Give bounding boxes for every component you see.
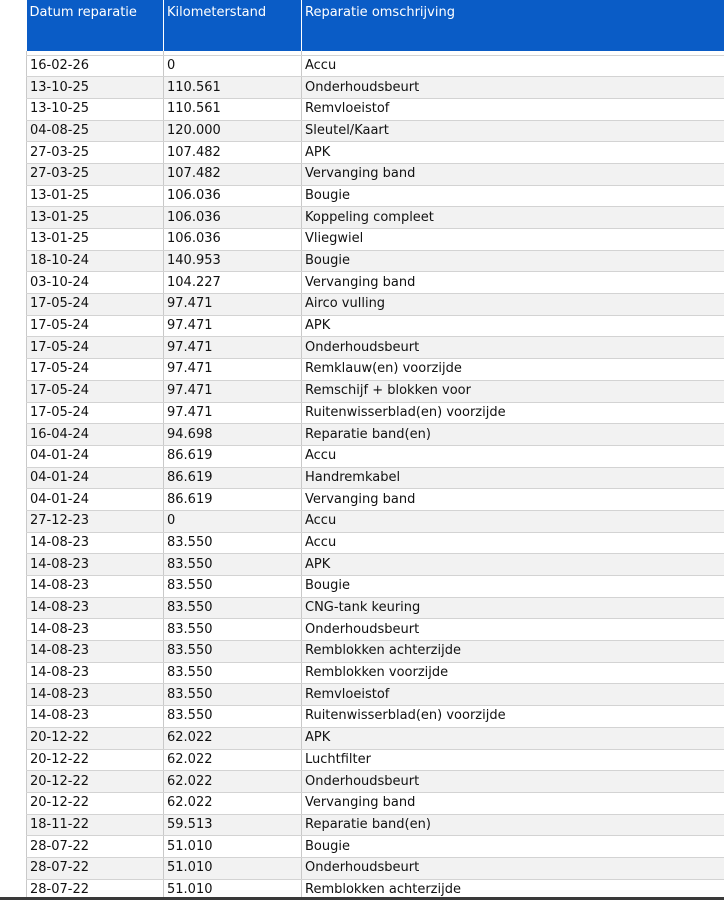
cell-mileage: 59.513 bbox=[164, 814, 302, 836]
table-row[interactable] bbox=[27, 619, 724, 641]
cell-mileage: 104.227 bbox=[164, 272, 302, 294]
cell-date: 17-05-24 bbox=[27, 402, 164, 424]
cell-description: Remblokken achterzijde bbox=[302, 641, 724, 663]
cell-mileage: 0 bbox=[164, 55, 302, 77]
cell-description: APK bbox=[302, 727, 724, 749]
cell-date: 20-12-22 bbox=[27, 792, 164, 814]
column-header-date[interactable]: Datum reparatie bbox=[27, 0, 164, 51]
table-row[interactable] bbox=[27, 250, 724, 272]
cell-mileage: 62.022 bbox=[164, 771, 302, 793]
cell-mileage: 86.619 bbox=[164, 445, 302, 467]
cell-description: Sleutel/Kaart bbox=[302, 120, 724, 142]
cell-description: Bougie bbox=[302, 576, 724, 598]
table-row[interactable] bbox=[27, 142, 724, 164]
cell-mileage: 106.036 bbox=[164, 185, 302, 207]
table-row[interactable] bbox=[27, 272, 724, 294]
table-body bbox=[27, 51, 724, 900]
cell-date: 13-01-25 bbox=[27, 185, 164, 207]
table-row[interactable] bbox=[27, 359, 724, 381]
cell-mileage: 97.471 bbox=[164, 315, 302, 337]
cell-mileage: 86.619 bbox=[164, 489, 302, 511]
table-row[interactable] bbox=[27, 554, 724, 576]
table-row[interactable] bbox=[27, 315, 724, 337]
cell-mileage: 97.471 bbox=[164, 402, 302, 424]
cell-date: 17-05-24 bbox=[27, 337, 164, 359]
cell-description: Accu bbox=[302, 55, 724, 77]
cell-mileage: 110.561 bbox=[164, 77, 302, 99]
cell-description: Vervanging band bbox=[302, 272, 724, 294]
cell-date: 14-08-23 bbox=[27, 532, 164, 554]
cell-mileage: 51.010 bbox=[164, 857, 302, 879]
cell-description: Onderhoudsbeurt bbox=[302, 771, 724, 793]
cell-date: 20-12-22 bbox=[27, 749, 164, 771]
header-row bbox=[27, 0, 724, 51]
cell-date: 17-05-24 bbox=[27, 294, 164, 316]
cell-description: Onderhoudsbeurt bbox=[302, 337, 724, 359]
table-row[interactable] bbox=[27, 467, 724, 489]
cell-date: 04-01-24 bbox=[27, 489, 164, 511]
cell-date: 16-02-26 bbox=[27, 55, 164, 77]
cell-date: 14-08-23 bbox=[27, 619, 164, 641]
cell-description: CNG-tank keuring bbox=[302, 597, 724, 619]
cell-mileage: 83.550 bbox=[164, 554, 302, 576]
cell-description: Handremkabel bbox=[302, 467, 724, 489]
cell-description: Onderhoudsbeurt bbox=[302, 77, 724, 99]
table-row[interactable] bbox=[27, 576, 724, 598]
left-margin bbox=[0, 0, 26, 900]
cell-date: 28-07-22 bbox=[27, 857, 164, 879]
cell-mileage: 0 bbox=[164, 510, 302, 532]
table-row[interactable] bbox=[27, 445, 724, 467]
cell-date: 14-08-23 bbox=[27, 576, 164, 598]
cell-date: 17-05-24 bbox=[27, 359, 164, 381]
cell-mileage: 120.000 bbox=[164, 120, 302, 142]
cell-mileage: 83.550 bbox=[164, 684, 302, 706]
table-row[interactable] bbox=[27, 727, 724, 749]
table-row[interactable] bbox=[27, 207, 724, 229]
cell-description: Vervanging band bbox=[302, 792, 724, 814]
cell-description: Airco vulling bbox=[302, 294, 724, 316]
cell-description: Koppeling compleet bbox=[302, 207, 724, 229]
cell-description: Accu bbox=[302, 445, 724, 467]
cell-date: 14-08-23 bbox=[27, 641, 164, 663]
table-row[interactable] bbox=[27, 55, 724, 77]
cell-mileage: 110.561 bbox=[164, 98, 302, 120]
table-row[interactable] bbox=[27, 771, 724, 793]
cell-mileage: 107.482 bbox=[164, 163, 302, 185]
cell-description: APK bbox=[302, 554, 724, 576]
table-row[interactable] bbox=[27, 163, 724, 185]
cell-date: 28-07-22 bbox=[27, 879, 164, 900]
cell-description: Vervanging band bbox=[302, 489, 724, 511]
table-row[interactable] bbox=[27, 402, 724, 424]
column-header-description[interactable]: Reparatie omschrijving bbox=[302, 0, 724, 51]
cell-date: 27-03-25 bbox=[27, 163, 164, 185]
cell-description: Remvloeistof bbox=[302, 684, 724, 706]
cell-mileage: 97.471 bbox=[164, 294, 302, 316]
cell-date: 13-01-25 bbox=[27, 207, 164, 229]
cell-mileage: 83.550 bbox=[164, 706, 302, 728]
cell-date: 17-05-24 bbox=[27, 315, 164, 337]
table-row[interactable] bbox=[27, 641, 724, 663]
cell-description: Bougie bbox=[302, 185, 724, 207]
cell-date: 20-12-22 bbox=[27, 727, 164, 749]
cell-mileage: 51.010 bbox=[164, 836, 302, 858]
cell-date: 27-12-23 bbox=[27, 510, 164, 532]
cell-description: Bougie bbox=[302, 250, 724, 272]
cell-mileage: 106.036 bbox=[164, 207, 302, 229]
table-row[interactable] bbox=[27, 489, 724, 511]
cell-description: APK bbox=[302, 315, 724, 337]
cell-mileage: 106.036 bbox=[164, 229, 302, 251]
table-row[interactable] bbox=[27, 337, 724, 359]
cell-date: 14-08-23 bbox=[27, 597, 164, 619]
cell-description: Accu bbox=[302, 532, 724, 554]
table-row[interactable] bbox=[27, 98, 724, 120]
cell-description: Reparatie band(en) bbox=[302, 424, 724, 446]
table-row[interactable] bbox=[27, 77, 724, 99]
cell-description: Luchtfilter bbox=[302, 749, 724, 771]
cell-date: 27-03-25 bbox=[27, 142, 164, 164]
cell-mileage: 97.471 bbox=[164, 380, 302, 402]
cell-date: 03-10-24 bbox=[27, 272, 164, 294]
table-row[interactable] bbox=[27, 706, 724, 728]
table-row[interactable] bbox=[27, 792, 724, 814]
cell-description: Onderhoudsbeurt bbox=[302, 619, 724, 641]
cell-description: Ruitenwisserblad(en) voorzijde bbox=[302, 402, 724, 424]
cell-date: 17-05-24 bbox=[27, 380, 164, 402]
cell-description: Remblokken voorzijde bbox=[302, 662, 724, 684]
cell-date: 14-08-23 bbox=[27, 706, 164, 728]
cell-mileage: 83.550 bbox=[164, 662, 302, 684]
cell-description: Onderhoudsbeurt bbox=[302, 857, 724, 879]
cell-date: 14-08-23 bbox=[27, 662, 164, 684]
cell-date: 18-10-24 bbox=[27, 250, 164, 272]
table-row[interactable] bbox=[27, 424, 724, 446]
table-row[interactable] bbox=[27, 532, 724, 554]
cell-description: Vliegwiel bbox=[302, 229, 724, 251]
cell-date: 28-07-22 bbox=[27, 836, 164, 858]
cell-date: 04-08-25 bbox=[27, 120, 164, 142]
cell-mileage: 83.550 bbox=[164, 619, 302, 641]
cell-mileage: 97.471 bbox=[164, 359, 302, 381]
table-row[interactable] bbox=[27, 510, 724, 532]
table-row[interactable] bbox=[27, 597, 724, 619]
cell-description: Remklauw(en) voorzijde bbox=[302, 359, 724, 381]
cell-date: 04-01-24 bbox=[27, 467, 164, 489]
cell-date: 13-10-25 bbox=[27, 77, 164, 99]
table-row[interactable] bbox=[27, 749, 724, 771]
cell-mileage: 140.953 bbox=[164, 250, 302, 272]
cell-date: 16-04-24 bbox=[27, 424, 164, 446]
cell-date: 20-12-22 bbox=[27, 771, 164, 793]
cell-mileage: 62.022 bbox=[164, 792, 302, 814]
cell-mileage: 107.482 bbox=[164, 142, 302, 164]
cell-mileage: 83.550 bbox=[164, 641, 302, 663]
cell-mileage: 83.550 bbox=[164, 576, 302, 598]
table-row[interactable] bbox=[27, 120, 724, 142]
cell-description: Reparatie band(en) bbox=[302, 814, 724, 836]
cell-description: APK bbox=[302, 142, 724, 164]
cell-description: Remschijf + blokken voor bbox=[302, 380, 724, 402]
cell-description: Ruitenwisserblad(en) voorzijde bbox=[302, 706, 724, 728]
cell-date: 13-10-25 bbox=[27, 98, 164, 120]
cell-date: 04-01-24 bbox=[27, 445, 164, 467]
table-row[interactable] bbox=[27, 857, 724, 879]
cell-mileage: 86.619 bbox=[164, 467, 302, 489]
cell-date: 18-11-22 bbox=[27, 814, 164, 836]
cell-mileage: 62.022 bbox=[164, 727, 302, 749]
cell-description: Accu bbox=[302, 510, 724, 532]
table-row[interactable] bbox=[27, 684, 724, 706]
table-row[interactable] bbox=[27, 185, 724, 207]
table-row[interactable] bbox=[27, 836, 724, 858]
cell-description: Bougie bbox=[302, 836, 724, 858]
cell-description: Remvloeistof bbox=[302, 98, 724, 120]
cell-description: Vervanging band bbox=[302, 163, 724, 185]
cell-date: 14-08-23 bbox=[27, 684, 164, 706]
cell-mileage: 83.550 bbox=[164, 532, 302, 554]
cell-mileage: 97.471 bbox=[164, 337, 302, 359]
repair-history-table bbox=[26, 0, 724, 900]
table-row[interactable] bbox=[27, 229, 724, 251]
table-row[interactable] bbox=[27, 294, 724, 316]
cell-description: Remblokken achterzijde bbox=[302, 879, 724, 900]
cell-date: 13-01-25 bbox=[27, 229, 164, 251]
cell-date: 14-08-23 bbox=[27, 554, 164, 576]
table-header bbox=[27, 0, 724, 51]
table-row[interactable] bbox=[27, 380, 724, 402]
table-row[interactable] bbox=[27, 814, 724, 836]
cell-mileage: 94.698 bbox=[164, 424, 302, 446]
cell-mileage: 51.010 bbox=[164, 879, 302, 900]
cell-mileage: 62.022 bbox=[164, 749, 302, 771]
cell-mileage: 83.550 bbox=[164, 597, 302, 619]
column-header-mileage[interactable]: Kilometerstand bbox=[164, 0, 302, 51]
table-row[interactable] bbox=[27, 662, 724, 684]
